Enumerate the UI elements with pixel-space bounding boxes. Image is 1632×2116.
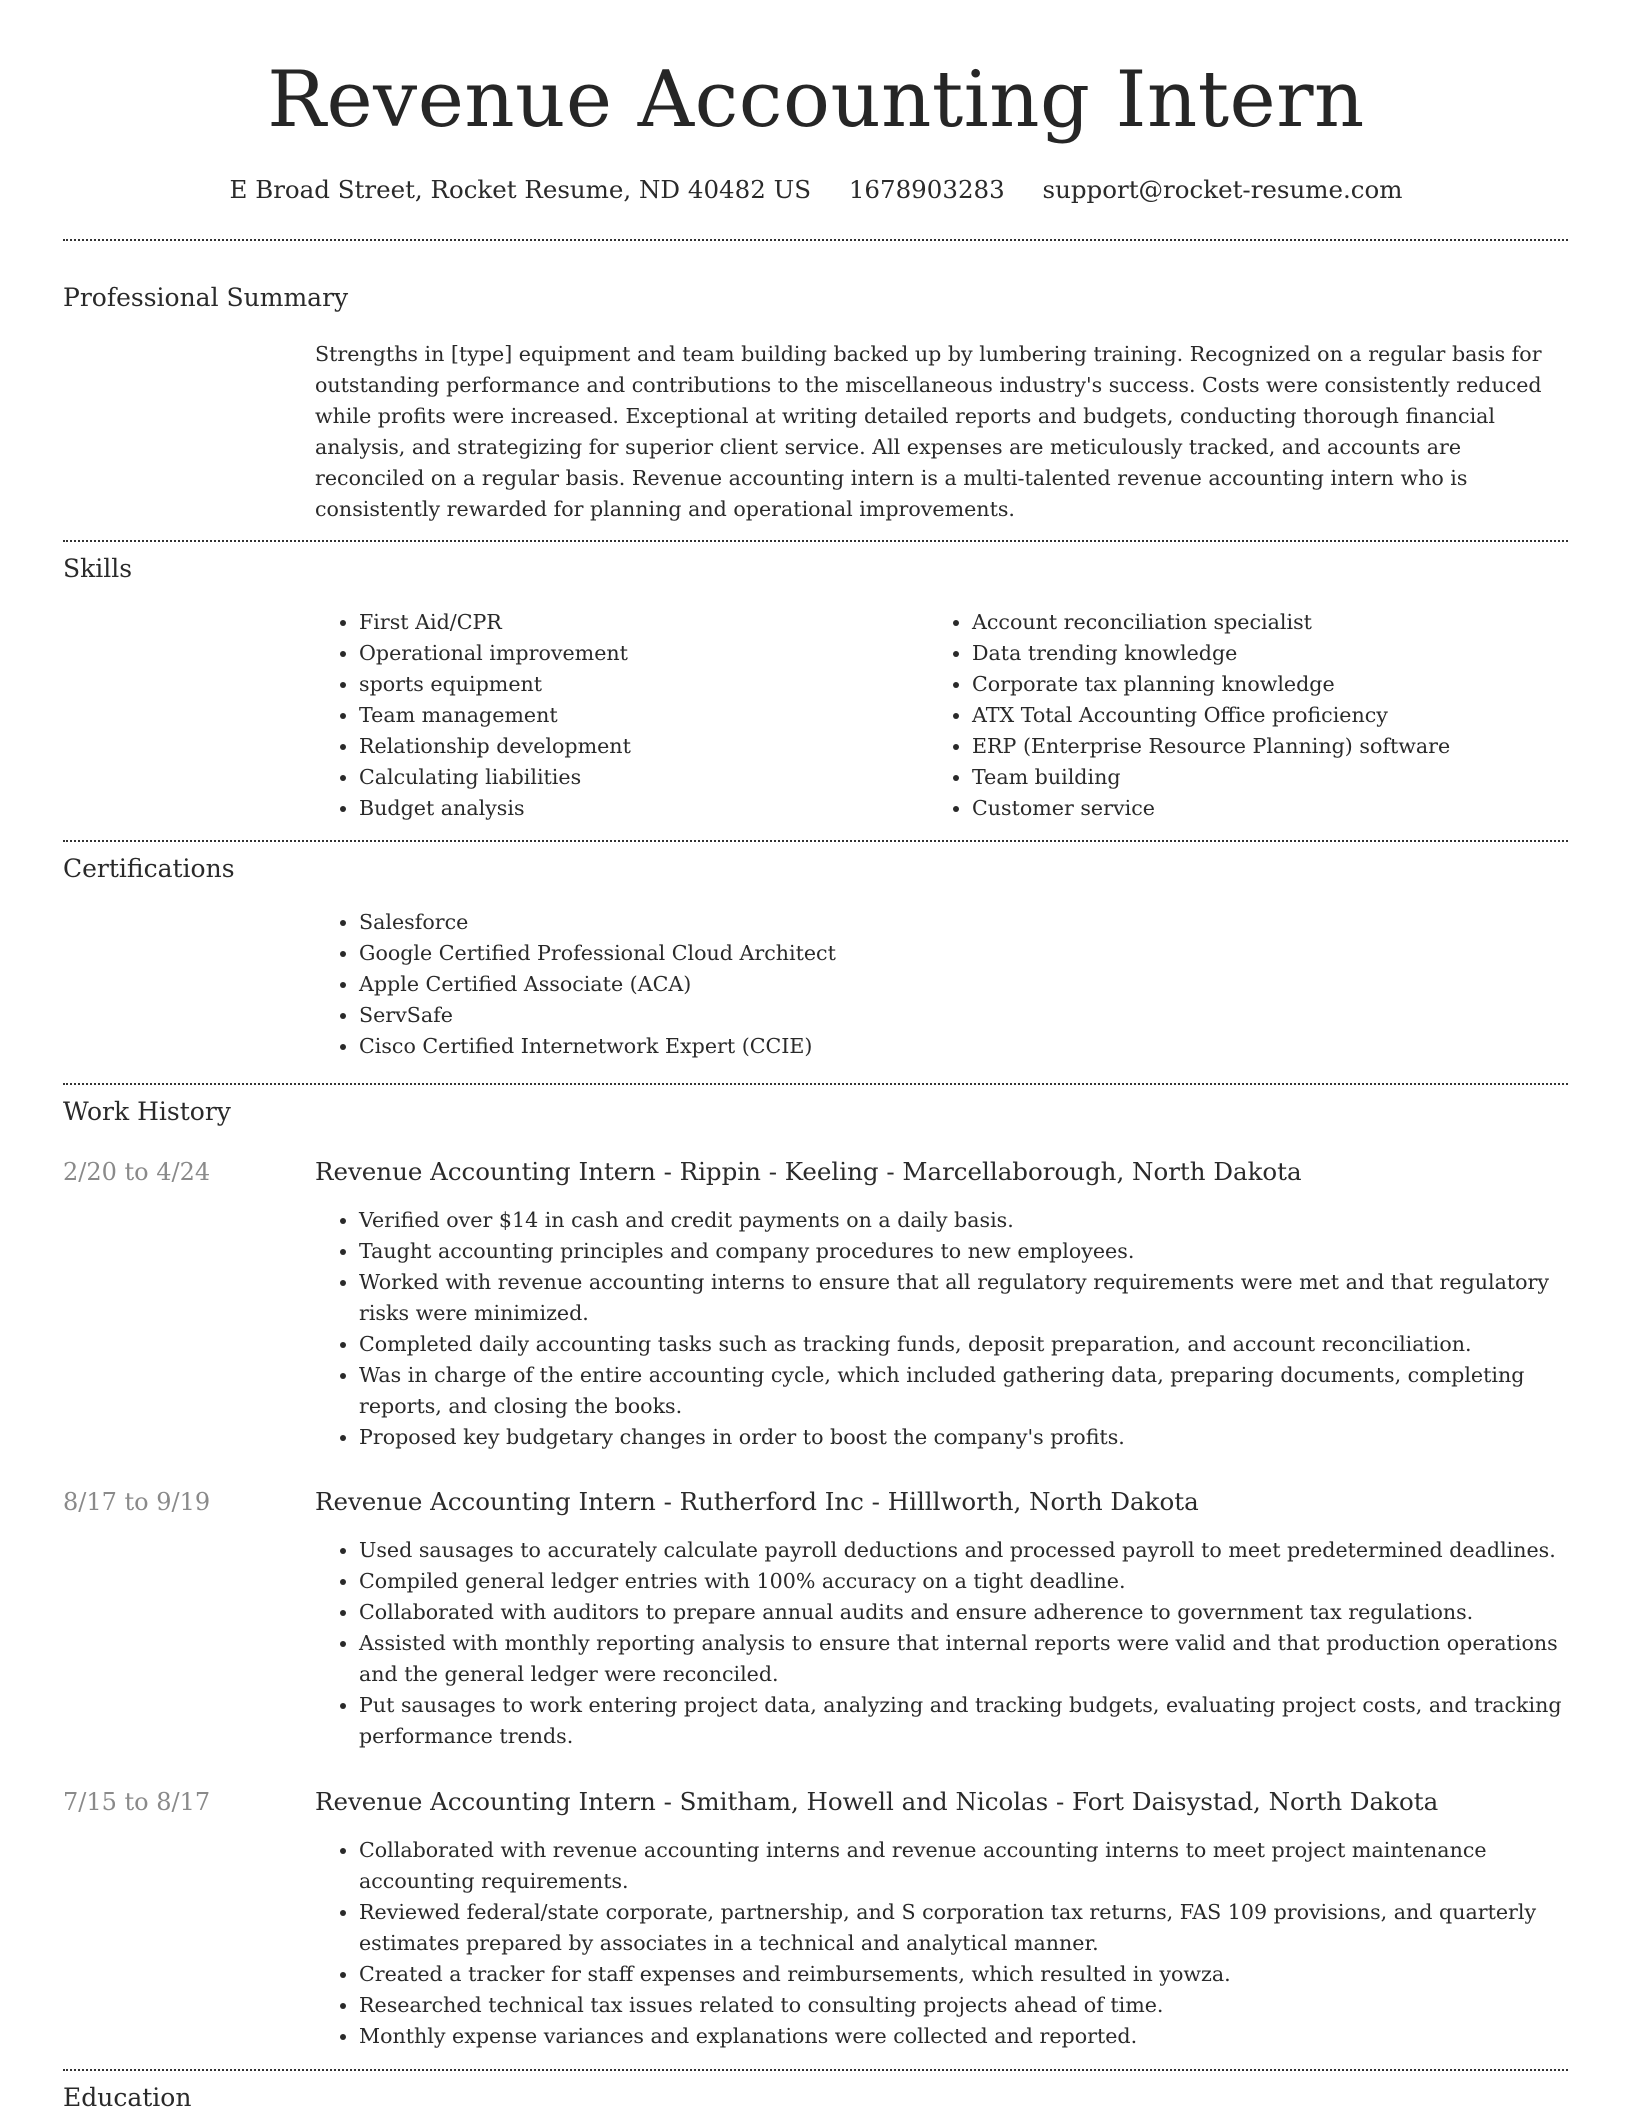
job-title: Revenue Accounting Intern - Rippin - Keeling - Marcellaborough, North Dakota <box>315 1157 1302 1186</box>
job-bullet: • Compiled general ledger entries with 100% accuracy on a tight deadline. <box>359 1566 1570 1597</box>
job-bullet: • Created a tracker for staff expenses and reimbursements, which resulted in yowza. <box>359 1959 1570 1990</box>
job-title: Revenue Accounting Intern - Rutherford Inc - Hilllworth, North Dakota <box>315 1487 1199 1516</box>
job-bullet: • Collaborated with auditors to prepare annual audits and ensure adherence to government tax regulations. <box>359 1597 1570 1628</box>
job-bullet: • Reviewed federal/state corporate, partnership, and S corporation tax returns, FAS 109 provisions, and quarterly estimates prepared by associates in a technical and analytical manner. <box>359 1897 1570 1959</box>
work-history-heading: Work History <box>63 1097 231 1126</box>
skill-item: • Team building <box>972 762 1612 793</box>
job-bullets <box>315 1205 1570 1453</box>
certifications-list <box>315 907 1459 1062</box>
job-bullet: • Was in charge of the entire accounting cycle, which included gathering data, preparing documents, completing reports, and closing the books. <box>359 1360 1570 1422</box>
skill-item: • Corporate tax planning knowledge <box>972 669 1612 700</box>
skill-item: • Budget analysis <box>359 793 919 824</box>
job-date: 8/17 to 9/19 <box>63 1488 211 1516</box>
job-bullets <box>315 1835 1570 2052</box>
education-heading: Education <box>63 2083 192 2112</box>
certification-item: • ServSafe <box>359 1000 1459 1031</box>
job-bullet: • Assisted with monthly reporting analysis to ensure that internal reports were valid and that production operations and the general ledger were reconciled. <box>359 1628 1570 1690</box>
skill-item: • First Aid/CPR <box>359 607 919 638</box>
skill-item: • sports equipment <box>359 669 919 700</box>
skill-item: • Team management <box>359 700 919 731</box>
job-bullet: • Taught accounting principles and company procedures to new employees. <box>359 1236 1570 1267</box>
job-bullet: • Verified over $14 in cash and credit payments on a daily basis. <box>359 1205 1570 1236</box>
certification-item: • Google Certified Professional Cloud Architect <box>359 938 1459 969</box>
certification-item: • Apple Certified Associate (ACA) <box>359 969 1459 1000</box>
skill-item: • ATX Total Accounting Office proficiency <box>972 700 1612 731</box>
job-date: 7/15 to 8/17 <box>63 1788 211 1816</box>
summary-text: Strengths in [type] equipment and team building backed up by lumbering training. Recognized on a regular basis for outstanding performance and contributions to the miscellaneous industry's success. Costs were consistently reduced while profits were increased. Exceptional at writing detailed reports and budgets, conducting thorough financial analysis, and strategizing for superior client service. All expenses are meticulously tracked, and accounts are reconciled on a regular basis. Revenue accounting intern is a multi-talented revenue accounting intern who is consistently rewarded for planning and operational improvements. <box>315 342 1542 521</box>
contact-address: E Broad Street, Rocket Resume, ND 40482 US <box>229 175 812 204</box>
job-bullet: • Worked with revenue accounting interns to ensure that all regulatory requirements were met and that regulatory risks were minimized. <box>359 1267 1570 1329</box>
skills-list-right <box>928 607 1612 824</box>
job-bullets <box>315 1535 1570 1752</box>
job-bullet: • Monthly expense variances and explanations were collected and reported. <box>359 2021 1570 2052</box>
contact-email: support@rocket-resume.com <box>1042 175 1403 204</box>
skill-item: • ERP (Enterprise Resource Planning) software <box>972 731 1612 762</box>
section-divider <box>63 540 1568 542</box>
certifications-heading: Certifications <box>63 854 235 883</box>
job-title: Revenue Accounting Intern - Smitham, Howell and Nicolas - Fort Daisystad, North Dakota <box>315 1787 1439 1816</box>
contact-phone: 1678903283 <box>848 175 1005 204</box>
section-divider <box>63 2069 1568 2071</box>
skill-item: • Calculating liabilities <box>359 762 919 793</box>
job-bullet: • Collaborated with revenue accounting interns and revenue accounting interns to meet project maintenance accounting requirements. <box>359 1835 1570 1897</box>
skill-item: • Customer service <box>972 793 1612 824</box>
job-date: 2/20 to 4/24 <box>63 1158 211 1186</box>
certification-item: • Cisco Certified Internetwork Expert (CCIE) <box>359 1031 1459 1062</box>
section-divider <box>63 239 1568 241</box>
skill-item: • Relationship development <box>359 731 919 762</box>
job-bullet: • Put sausages to work entering project data, analyzing and tracking budgets, evaluating project costs, and tracking performance trends. <box>359 1690 1570 1752</box>
resume-title: Revenue Accounting Intern <box>267 55 1365 145</box>
job-bullet: • Researched technical tax issues related to consulting projects ahead of time. <box>359 1990 1570 2021</box>
contact-line <box>0 170 1632 210</box>
summary-heading: Professional Summary <box>63 283 349 312</box>
section-divider <box>63 1083 1568 1085</box>
skills-list-left <box>315 607 919 824</box>
job-bullet: • Proposed key budgetary changes in order to boost the company's profits. <box>359 1422 1570 1453</box>
job-bullet: • Used sausages to accurately calculate payroll deductions and processed payroll to meet predetermined deadlines. <box>359 1535 1570 1566</box>
job-bullet: • Completed daily accounting tasks such as tracking funds, deposit preparation, and account reconciliation. <box>359 1329 1570 1360</box>
skill-item: • Account reconciliation specialist <box>972 607 1612 638</box>
skill-item: • Operational improvement <box>359 638 919 669</box>
section-divider <box>63 840 1568 842</box>
skill-item: • Data trending knowledge <box>972 638 1612 669</box>
certification-item: • Salesforce <box>359 907 1459 938</box>
skills-heading: Skills <box>63 554 133 583</box>
